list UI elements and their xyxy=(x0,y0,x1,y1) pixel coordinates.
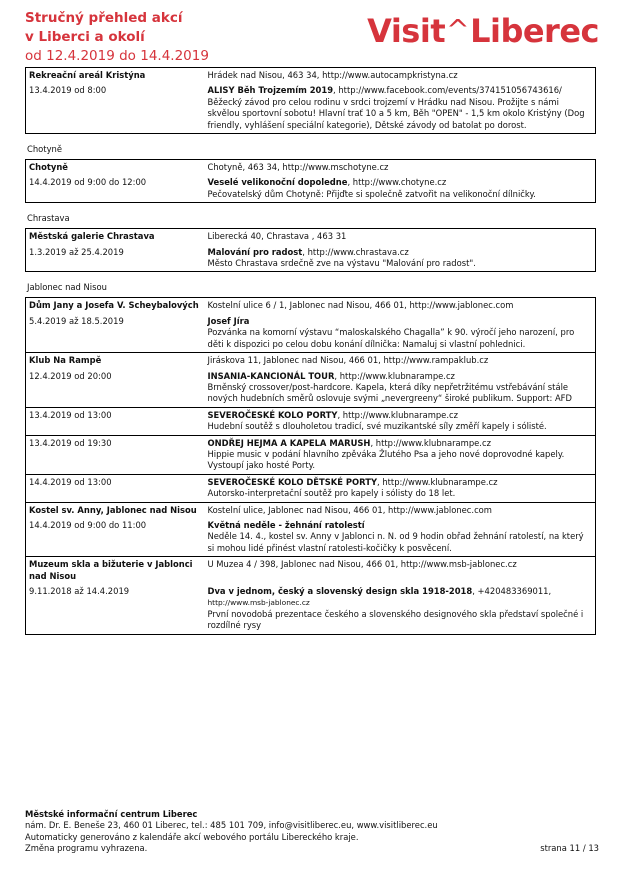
event-description: Pečovatelský dům Chotyně: Přijďte si společně zatvořit na velikonoční dílničky. xyxy=(207,188,536,199)
venue-name: Muzeum skla a bižuterie v Jablonci nad Nisou xyxy=(26,557,205,584)
event-description: Běžecký závod pro celou rodinu v srdci trojzemí v Hrádku nad Nisou. Prožijte s námi skvělou sportovní sobotu! Hlavní trať 10 a 5 km, Běh "OPEN" - 1,5 km okolo Kristýny (Dog friendly, vyhlášení speciální kategorie), Dětské závody od batolat po dorost. xyxy=(207,96,585,130)
event-name: Veselé velikonoční dopoledne xyxy=(207,177,348,188)
town-heading: Jablonec nad Nisou xyxy=(27,282,107,293)
event-name: Květná neděle - žehnání ratolestí xyxy=(207,519,365,530)
event-description: Neděle 14. 4., kostel sv. Anny v Jablonci n. N. od 9 hodin obřad žehnání ratolestí, na který si mohou lidé přinést vlastní ratolesti-kočičky k posvěcení. xyxy=(207,531,584,553)
event-date: 1.3.2019 až 25.4.2019 xyxy=(29,246,124,257)
event-row xyxy=(26,175,596,202)
venue-row xyxy=(26,353,596,369)
document-header xyxy=(25,9,209,66)
event-date: 13.4.2019 od 19:30 xyxy=(26,435,205,474)
event-link[interactable]: http://www.msb-jablonec.cz xyxy=(207,598,310,608)
event-name: Dva v jednom, český a slovenský design skla 1918-2018 xyxy=(207,586,473,596)
venue-address: Hrádek nad Nisou, 463 34, http://www.autocampkristyna.cz xyxy=(207,70,458,80)
event-row xyxy=(26,435,596,474)
document-footer xyxy=(25,809,599,855)
venue-address: Kostelní ulice 6 / 1, Jablonec nad Nisou, 466 01, http://www.jablonec.com xyxy=(207,300,514,311)
event-name: SEVEROČESKÉ KOLO PORTY xyxy=(207,409,338,420)
event-link[interactable]: , http://www.chotyne.cz xyxy=(347,177,447,188)
venue-name: Dům Jany a Josefa V. Scheybalových xyxy=(29,300,199,311)
event-name: INSANIA-KANCIONÁL TOUR xyxy=(207,370,335,381)
event-description: Hudební soutěž s dlouholetou tradicí, své muzikantské síly změří kapely i sólisté. xyxy=(207,421,547,432)
footer-address: nám. Dr. E. Beneše 23, 460 01 Liberec, tel.: 485 101 709, info@visitliberec.eu, www.visitliberec.eu xyxy=(25,820,438,831)
event-date: 12.4.2019 od 20:00 xyxy=(29,370,112,381)
event-row xyxy=(26,245,596,272)
header-title-line1: Stručný přehled akcí xyxy=(25,10,183,26)
town-heading: Chrastava xyxy=(27,213,70,224)
event-phone: , +420483369011, xyxy=(472,586,552,596)
venue-address: Jiráskova 11, Jablonec nad Nisou, 466 01, http://www.rampaklub.cz xyxy=(205,353,596,369)
event-date: 5.4.2019 až 18.5.2019 xyxy=(29,315,124,326)
event-table xyxy=(25,297,596,634)
event-link[interactable]: , http://www.chrastava.cz xyxy=(302,246,409,257)
event-listing xyxy=(25,67,596,635)
venue-address: Liberecká 40, Chrastava , 463 31 xyxy=(207,231,347,242)
event-link[interactable]: , http://www.klubnarampe.cz xyxy=(377,476,498,487)
event-name: Malování pro radost xyxy=(207,246,303,257)
event-description: Autorsko-interpretační soutěž pro kapely i sólisty do 18 let. xyxy=(207,488,456,499)
event-link[interactable]: , http://www.klubnarampe.cz xyxy=(334,370,455,381)
town-heading: Chotyně xyxy=(27,144,62,155)
event-description: Město Chrastava srdečně zve na výstavu "Malování pro radost". xyxy=(207,258,476,269)
event-date: 13.4.2019 od 8:00 xyxy=(29,85,107,96)
event-row xyxy=(26,83,596,133)
event-description: Hippie music v podání hlavního zpěváka Žlutého Psa a jeho nové doprovodné kapely. Vystoupí jako hosté Porty. xyxy=(207,448,565,471)
page-number: strana 11 / 13 xyxy=(540,843,599,854)
header-title-line2: v Liberci a okolí xyxy=(25,29,145,45)
event-table xyxy=(25,67,596,134)
event-name: ONDŘEJ HEJMA A KAPELA MARUSH xyxy=(207,437,371,448)
event-date: 14.4.2019 od 13:00 xyxy=(26,474,205,502)
event-row xyxy=(26,407,596,435)
event-date: 13.4.2019 od 13:00 xyxy=(26,407,205,435)
venue-address: Kostelní ulice, Jablonec nad Nisou, 466 01, http://www.jablonec.com xyxy=(205,502,596,518)
venue-row xyxy=(26,160,596,176)
venue-address: U Muzea 4 / 398, Jablonec nad Nisou, 466 01, http://www.msb-jablonec.cz xyxy=(205,557,596,584)
venue-name: Městská galerie Chrastava xyxy=(29,231,155,242)
event-date: 9.11.2018 až 14.4.2019 xyxy=(29,586,130,596)
venue-name: Rekreační areál Kristýna xyxy=(29,70,146,80)
event-table xyxy=(25,159,596,203)
event-link[interactable]: , http://www.klubnarampe.cz xyxy=(337,409,458,420)
event-description: První novodobá prezentace českého a slovenského designového skla představí společné i rozdílné rysy xyxy=(207,608,584,631)
event-row xyxy=(26,584,596,634)
event-link[interactable]: , http://www.klubnarampe.cz xyxy=(370,437,491,448)
header-date-range: od 12.4.2019 do 14.4.2019 xyxy=(25,48,209,64)
event-link[interactable]: , http://www.facebook.com/events/374151056743616/ xyxy=(333,85,562,96)
venue-row xyxy=(26,68,596,84)
venue-row xyxy=(26,229,596,245)
venue-row xyxy=(26,557,596,584)
visit-liberec-logo: Visit^Liberec xyxy=(367,12,599,50)
event-row xyxy=(26,369,596,408)
footer-note: Automaticky generováno z kalendáře akcí webového portálu Libereckého kraje. xyxy=(25,831,359,842)
event-date: 14.4.2019 od 9:00 do 11:00 xyxy=(29,519,147,530)
event-name: ALISY Běh Trojzemím 2019 xyxy=(207,85,334,96)
event-row xyxy=(26,518,596,557)
event-description: Brněnský crossover/post-hardcore. Kapela, která díky nepřetržitému vstřebávání stále nových hudebních směrů oslovuje svými „nevergreeny“ široké publikum. Support: AFD xyxy=(207,381,572,404)
venue-name: Klub Na Rampě xyxy=(26,353,205,369)
footer-note: Změna programu vyhrazena. xyxy=(25,843,148,854)
venue-name: Chotyně xyxy=(29,162,68,173)
venue-name: Kostel sv. Anny, Jablonec nad Nisou xyxy=(26,502,205,518)
venue-row xyxy=(26,298,596,314)
event-date: 14.4.2019 od 9:00 do 12:00 xyxy=(29,177,147,188)
event-name: SEVEROČESKÉ KOLO DĚTSKÉ PORTY xyxy=(207,476,378,487)
venue-row xyxy=(26,502,596,518)
event-row xyxy=(26,314,596,353)
venue-address: Chotyně, 463 34, http://www.mschotyne.cz xyxy=(207,162,389,173)
event-table xyxy=(25,228,596,272)
event-row xyxy=(26,474,596,502)
footer-organization: Městské informační centrum Liberec xyxy=(25,809,198,819)
event-description: Pozvánka na komorní výstavu “maloskalského Chagalla” k 90. výročí jeho narození, pro děti k dispozici po celou dobu konání dílnička: Namaluj si vlastní pohlednici. xyxy=(207,327,575,349)
event-name: Josef Jíra xyxy=(207,315,250,326)
